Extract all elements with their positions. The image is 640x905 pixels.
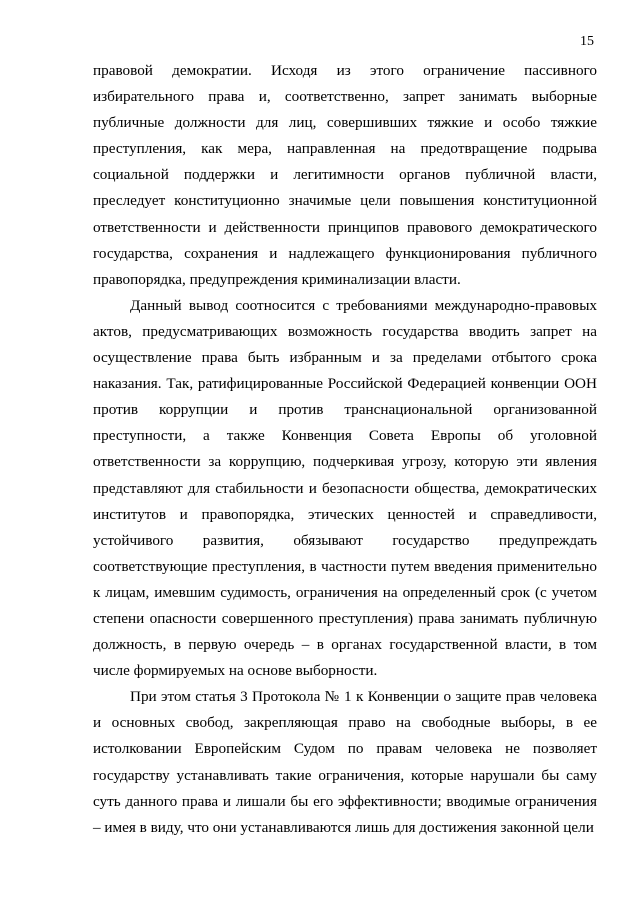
document-body [93, 58, 597, 841]
paragraph-3: При этом статья 3 Протокола № 1 к Конвенции о защите прав человека и основных свобод, закрепляющая право на свободные выборы, в ее истолковании Европейским Судом по правам человека не позволяет государству устанавливать такие ограничения, которые нарушали бы саму суть данного права и лишали бы его эффективности; вводимые ограничения – имея в виду, что они устанавливаются лишь для достижения законной цели [93, 688, 597, 836]
paragraph-2: Данный вывод соотносится с требованиями международно-правовых актов, предусматривающих возможность государства вводить запрет на осуществление права быть избранным и за пределами отбытого срока наказания. Так, ратифицированные Российской Федерацией конвенции ООН против коррупции и против транснациональной организованной преступности, а также Конвенция Совета Европы об уголовной ответственности за коррупцию, подчеркивая угрозу, которую эти явления представляют для стабильности и безопасности общества, демократических институтов и правопорядка, этических ценностей и справедливости, устойчивого развития, обязывают государство предупреждать соответствующие преступления, в частности путем введения применительно к лицам, имевшим судимость, ограничения на определенный срок (с учетом степени опасности совершенного преступления) права занимать публичную должность, в первую очередь – в органах государственной власти, в том числе формируемых на основе выборности. [93, 296, 597, 680]
page-number: 15 [580, 34, 594, 49]
paragraph-1: правовой демократии. Исходя из этого ограничение пассивного избирательного права и, соответственно, запрет занимать выборные публичные должности для лиц, совершивших тяжкие и особо тяжкие преступления, как мера, направленная на предотвращение подрыва социальной поддержки и легитимности органов публичной власти, преследует конституционно значимые цели повышения конституционной ответственности и действенности принципов правового демократического государства, сохранения и надлежащего функционирования публичного правопорядка, предупреждения криминализации власти. [93, 62, 597, 288]
